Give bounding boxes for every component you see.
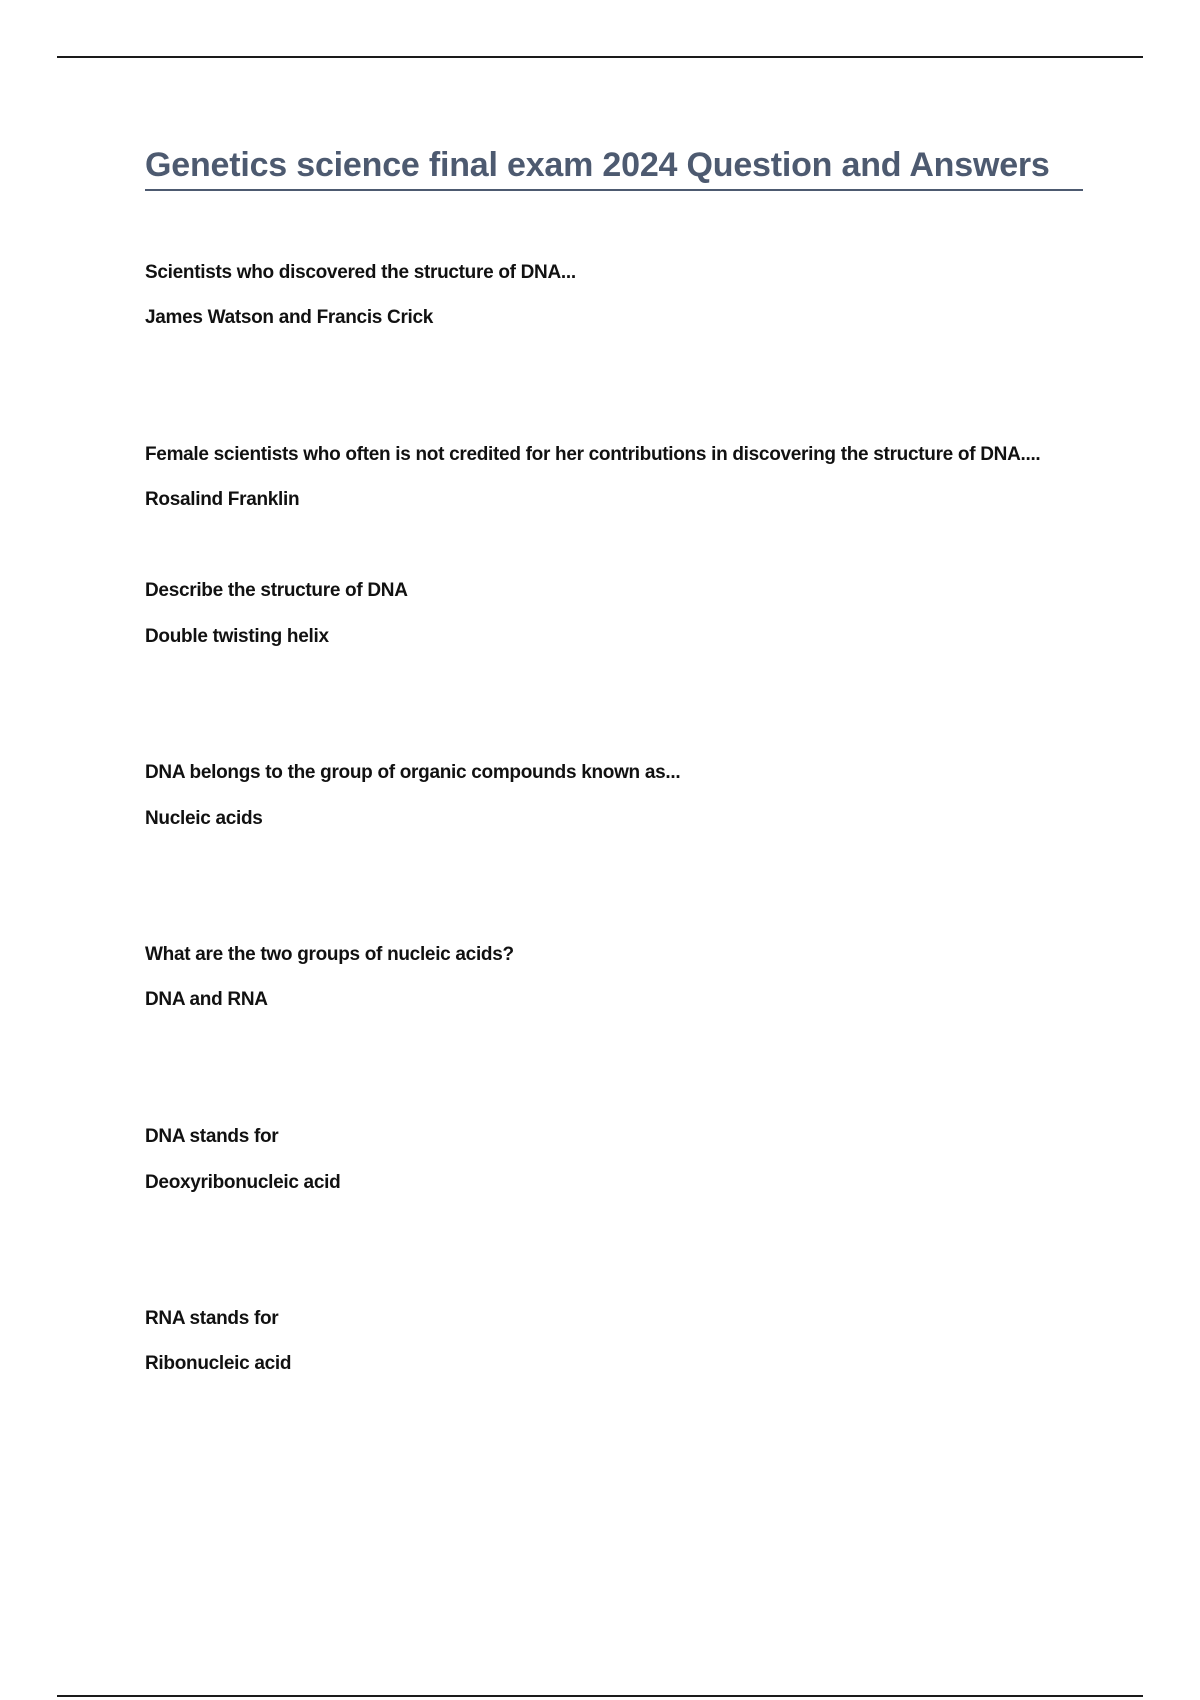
answer-2: Rosalind Franklin [145,489,300,510]
answer-7: Ribonucleic acid [145,1353,292,1374]
answer-6: Deoxyribonucleic acid [145,1172,341,1193]
question-7: RNA stands for [145,1308,279,1329]
bottom-divider [57,1695,1143,1697]
question-3: Describe the structure of DNA [145,580,408,601]
question-6: DNA stands for [145,1126,279,1147]
answer-1: James Watson and Francis Crick [145,307,434,328]
answer-5: DNA and RNA [145,989,268,1010]
answer-4: Nucleic acids [145,808,263,829]
question-1: Scientists who discovered the structure of DNA... [145,262,576,283]
answer-3: Double twisting helix [145,626,329,647]
title-underline [145,189,1083,191]
question-4: DNA belongs to the group of organic compounds known as... [145,762,681,783]
question-5: What are the two groups of nucleic acids? [145,944,514,965]
question-2: Female scientists who often is not credited for her contributions in discovering the structure of DNA.... [145,444,1041,465]
top-divider [57,56,1143,58]
page-title: Genetics science final exam 2024 Question and Answers [145,146,1050,184]
